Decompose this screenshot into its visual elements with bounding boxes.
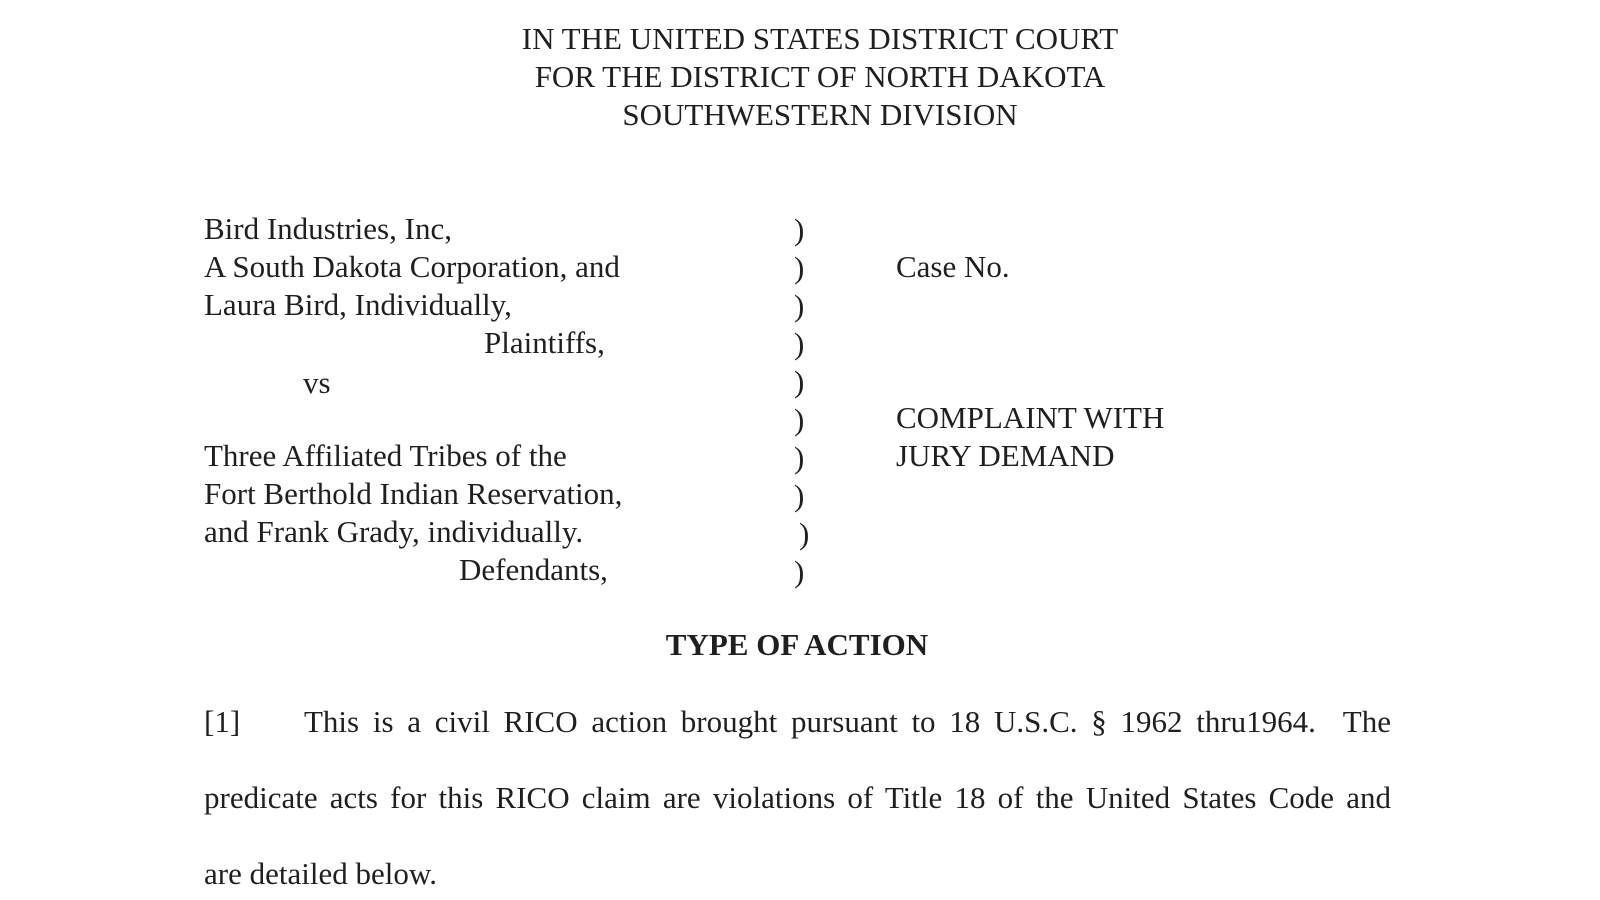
- plaintiff-line-3: Laura Bird, Individually,: [204, 287, 512, 322]
- paragraph-number: [1]: [204, 704, 241, 739]
- paragraph-1-line-3: are detailed below.: [204, 856, 437, 891]
- plaintiff-line-1: Bird Industries, Inc,: [204, 211, 452, 246]
- caption-separator: ): [794, 440, 805, 475]
- caption-separator: ): [794, 402, 805, 437]
- caption-separator: ): [794, 212, 805, 247]
- caption-separator: ): [794, 554, 805, 589]
- defendant-line-3: and Frank Grady, individually.: [204, 514, 584, 549]
- caption-separator: ): [794, 326, 805, 361]
- caption-separator: ): [794, 250, 805, 285]
- paragraph-1-line-2: predicate acts for this RICO claim are violations of Title 18 of the United States Code and: [204, 780, 1391, 815]
- document-title-line-2: JURY DEMAND: [896, 438, 1115, 473]
- paragraph-1-text-line-1: This is a civil RICO action brought pursuant to 18 U.S.C. § 1962 thru1964. The: [304, 704, 1391, 739]
- caption-separator: ): [794, 364, 805, 399]
- section-heading-type-of-action: TYPE OF ACTION: [665, 627, 929, 662]
- court-header-line-1: IN THE UNITED STATES DISTRICT COURT: [521, 21, 1119, 56]
- defendant-line-1: Three Affiliated Tribes of the: [204, 438, 567, 473]
- caption-separator: ): [799, 516, 810, 551]
- case-number-label: Case No.: [896, 249, 1010, 284]
- document-title-line-1: COMPLAINT WITH: [896, 400, 1165, 435]
- caption-separator: ): [794, 288, 805, 323]
- defendants-role-label: Defendants,: [459, 552, 608, 587]
- paragraph-1-line-1: [204, 703, 1391, 741]
- court-header-line-3: SOUTHWESTERN DIVISION: [622, 97, 1018, 132]
- versus-label: vs: [303, 365, 331, 400]
- court-header-line-2: FOR THE DISTRICT OF NORTH DAKOTA: [534, 59, 1106, 94]
- plaintiff-line-2: A South Dakota Corporation, and: [204, 249, 620, 284]
- caption-separator: ): [794, 478, 805, 513]
- plaintiffs-role-label: Plaintiffs,: [484, 325, 605, 360]
- defendant-line-2: Fort Berthold Indian Reservation,: [204, 476, 623, 511]
